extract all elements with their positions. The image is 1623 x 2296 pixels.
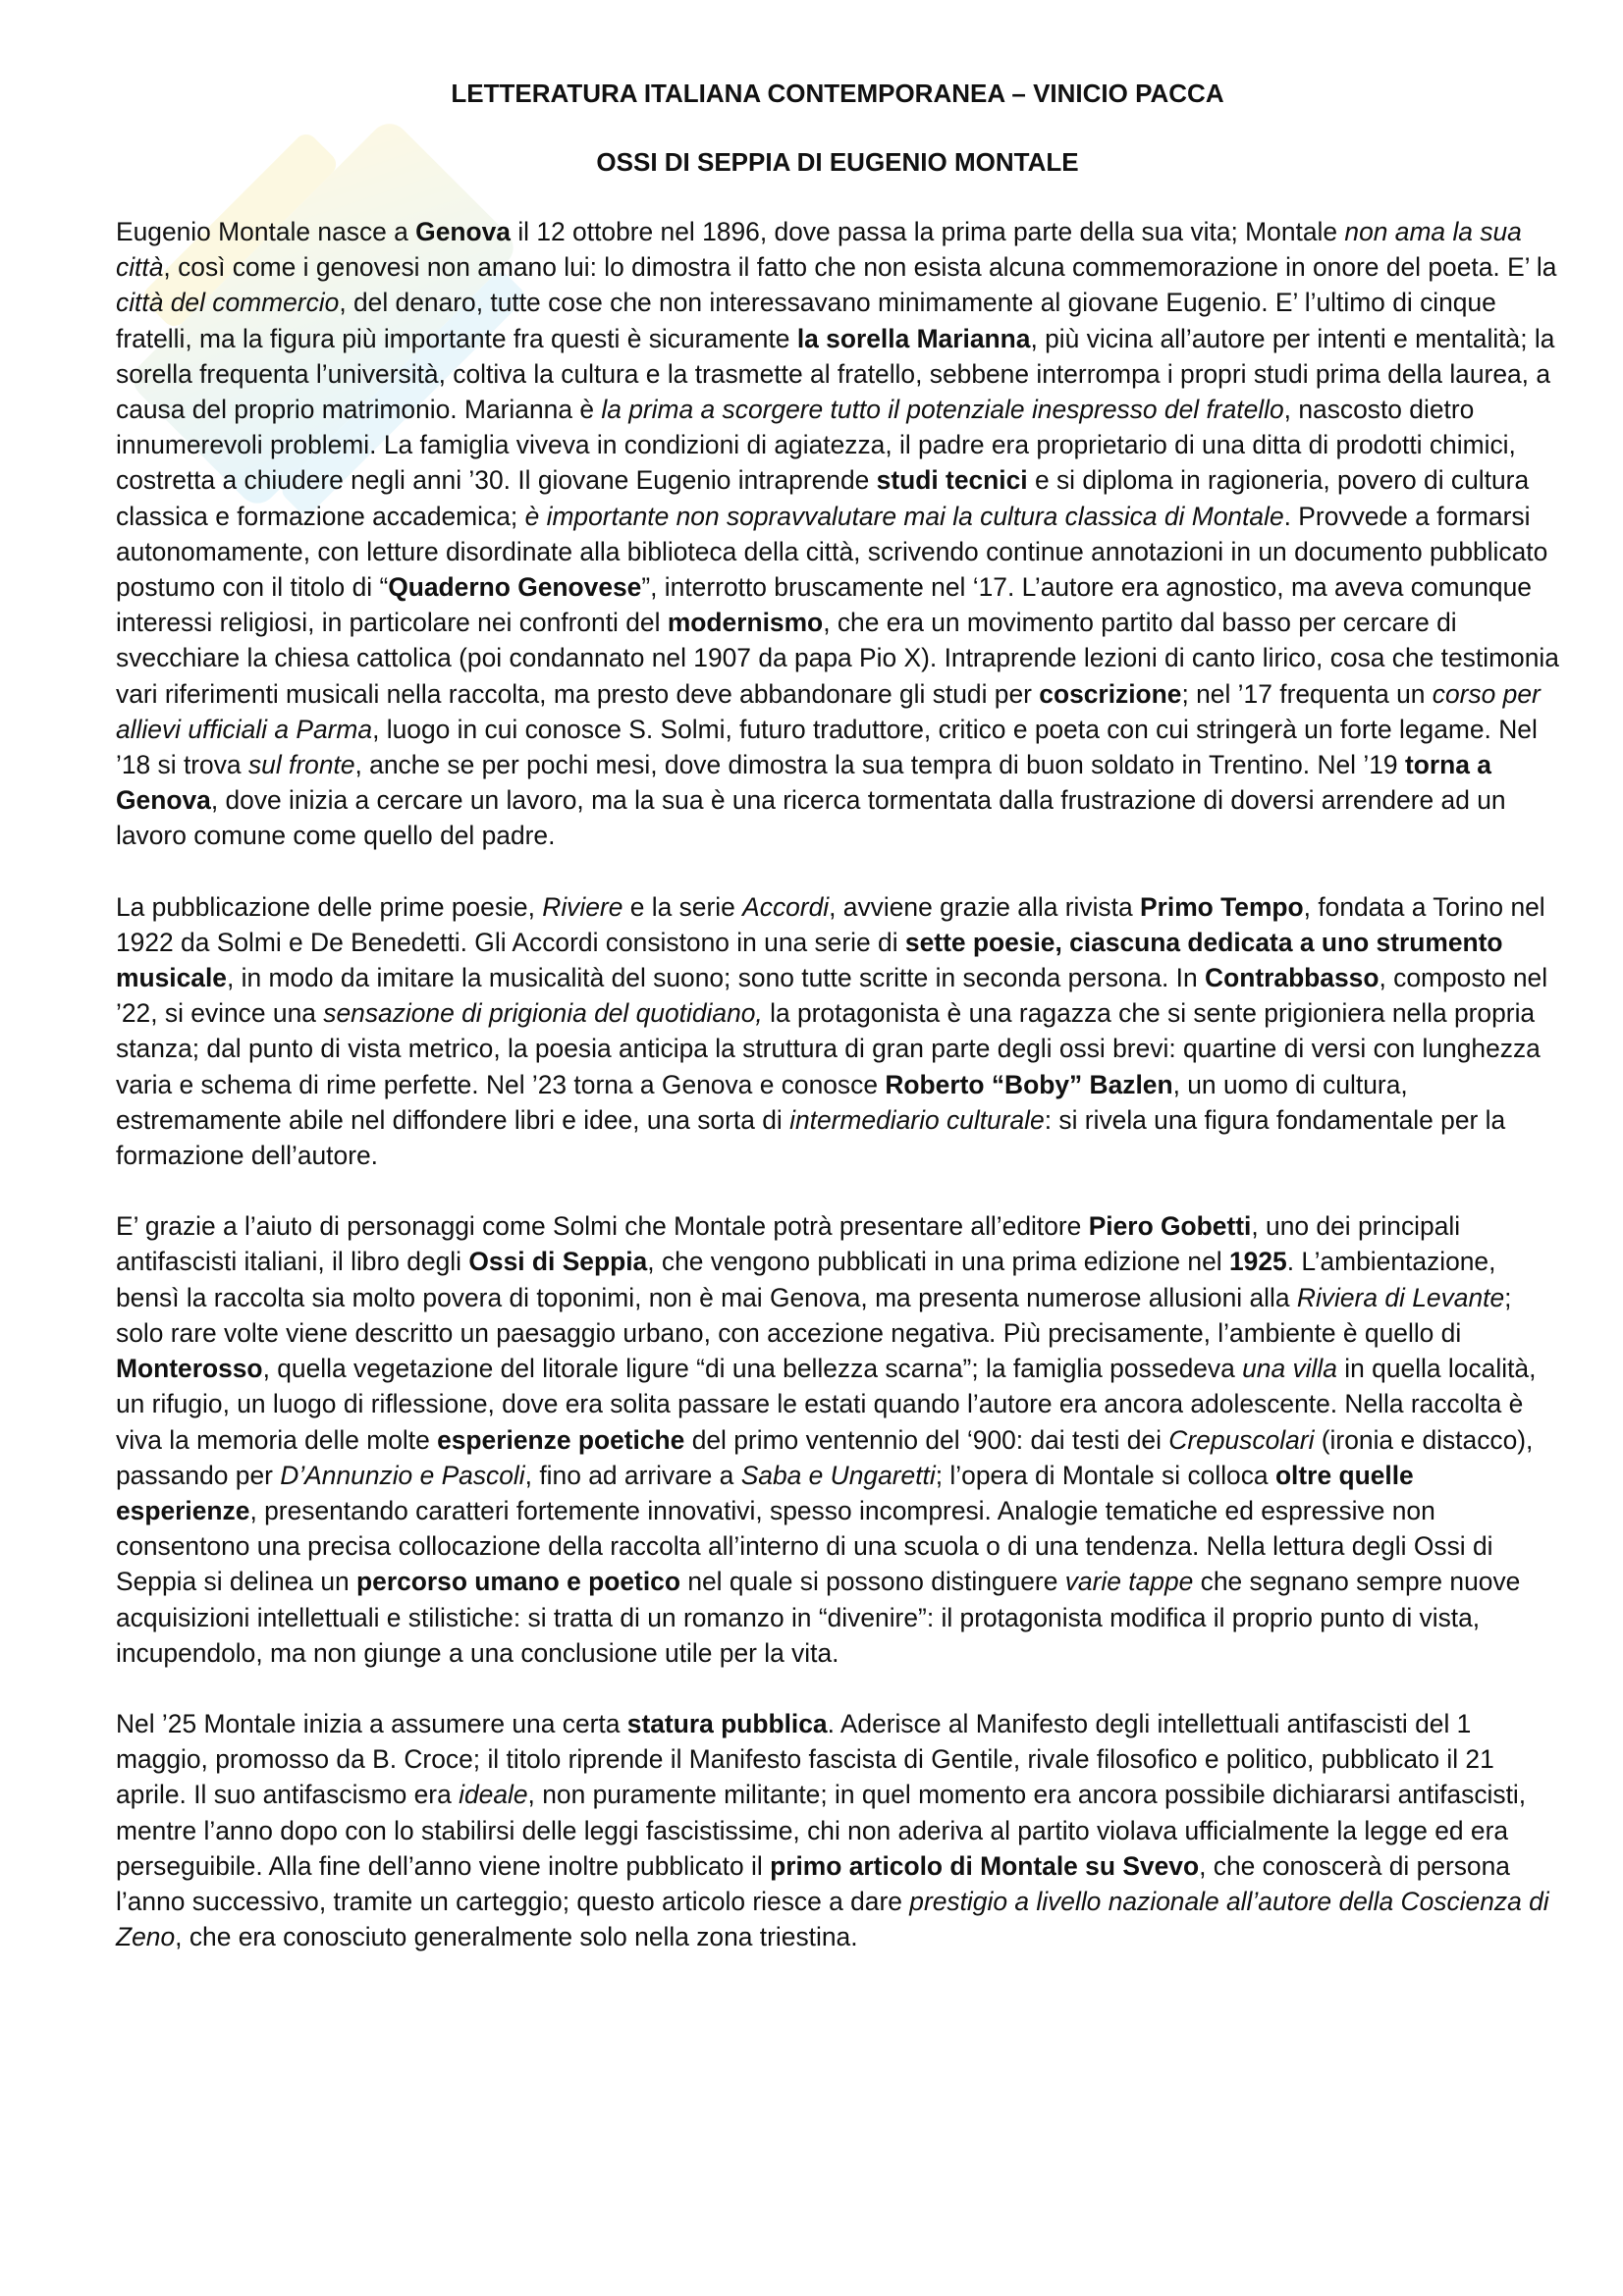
bold-text: Quaderno Genovese: [388, 572, 642, 603]
text-run: , dove inizia a cercare un lavoro, ma la sua è una ricerca tormentata dalla frustrazione di doversi arrendere ad un lavoro comune come quello del padre.: [116, 785, 1506, 851]
text-run: , uno dei principali antifascisti italiani, il libro degli: [116, 1211, 1461, 1277]
text-run: , luogo in cui conosce S. Solmi, futuro traduttore, critico e poeta con cui stringerà un forte legame. Nel ’18 si trova: [116, 714, 1538, 780]
italic-text: città del commercio: [116, 288, 340, 318]
text-run: , che conoscerà di persona l’anno successivo, tramite un carteggio; questo articolo riesce a dare: [116, 1850, 1510, 1916]
italic-text: non ama la sua città: [116, 217, 1522, 283]
bold-text: studi tecnici: [876, 465, 1028, 496]
text-run: , fino ad arrivare a: [524, 1460, 741, 1490]
bold-text: coscrizione: [1039, 678, 1182, 709]
bold-text: oltre quelle esperienze: [116, 1460, 1414, 1525]
italic-text: Saba e Ungaretti: [740, 1460, 936, 1490]
document-body: [116, 77, 1559, 1990]
text-run: , così come i genovesi non amano lui: lo dimostra il fatto che non esista alcuna commemorazione in onore del poeta. E’ la: [163, 252, 1557, 283]
text-run: , più vicina all’autore per intenti e mentalità; la sorella frequenta l’università, coltiva la cultura e la trasmette al fratello, sebbene interrompa i propri studi prima della laurea, a causa del proprio matrimonio. Marianna è: [116, 323, 1555, 425]
text-run: , non puramente militante; in quel momento era ancora possibile dichiararsi antifascisti, mentre l’anno dopo con lo stabilirsi delle leggi fascistissime, chi non aderiva al partito violava ufficialmente la legge ed era perseguibile. Alla fine dell’anno viene inoltre pubblicato il: [116, 1780, 1527, 1881]
italic-text: la prima a scorgere tutto il potenziale inespresso del fratello: [601, 395, 1284, 425]
text-run: , che era un movimento partito dal basso per cercare di svecchiare la chiesa cattolica (poi condannato nel 1907 da papa Pio X). Intraprende lezioni di canto lirico, cosa che testimonia vari riferimenti musicali nella raccolta, ma presto deve abbandonare gli studi per: [116, 608, 1559, 709]
bold-text: Piero Gobetti: [1088, 1211, 1252, 1242]
bold-text: Primo Tempo: [1139, 891, 1304, 922]
text-run: , composto nel ’22, si evince una: [116, 963, 1548, 1029]
text-run: ; solo rare volte viene descritto un paesaggio urbano, con accezione negativa. Più precisamente, l’ambiente è quello di: [116, 1282, 1512, 1348]
text-run: (ironia e distacco), passando per: [116, 1424, 1534, 1490]
bold-text: modernismo: [667, 608, 824, 638]
italic-text: una villa: [1242, 1354, 1337, 1384]
italic-text: intermediario culturale: [789, 1104, 1045, 1135]
text-run: : si rivela una figura fondamentale per la formazione dell’autore.: [116, 1104, 1506, 1171]
text-run: , presentando caratteri fortemente innovativi, spesso incompresi. Analogie tematiche ed espressive non consentono una precisa collocazione della raccolta all’interno di una scuola o di una tendenza. Nella lettura degli Ossi di Seppia si delinea un: [116, 1495, 1493, 1597]
document-title: LETTERATURA ITALIANA CONTEMPORANEA – VINICIO PACCA: [451, 79, 1224, 108]
text-run: , del denaro, tutte cose che non interessavano minimamente al giovane Eugenio. E’ l’ultimo di cinque fratelli, ma la figura più importante fra questi è sicuramente: [116, 288, 1496, 353]
text-run: , anche se per pochi mesi, dove dimostra la sua tempra di buon soldato in Trentino. Nel ’19: [354, 750, 1405, 780]
bold-text: statura pubblica: [626, 1708, 828, 1738]
text-run: del primo ventennio del ‘900: dai testi dei: [684, 1424, 1169, 1455]
text-run: Eugenio Montale nasce a: [116, 217, 416, 246]
document-subtitle: OSSI DI SEPPIA DI EUGENIO MONTALE: [596, 147, 1079, 177]
italic-text: ideale: [459, 1780, 528, 1810]
italic-text: è importante non sopravvalutare mai la cultura classica di Montale: [524, 501, 1284, 531]
text-run: , in modo da imitare la musicalità del suono; sono tutte scritte in seconda persona. In: [226, 963, 1206, 993]
bold-text: la sorella Marianna: [796, 323, 1031, 353]
text-run: , nascosto dietro innumerevoli problemi. La famiglia viveva in condizioni di agiatezza, il padre era proprietario di una ditta di prodotti chimici, costretta a chiudere negli anni ’30. Il giovane Eugenio intraprende: [116, 395, 1516, 496]
text-run: e si diploma in ragioneria, povero di cultura classica e formazione accademica;: [116, 465, 1530, 531]
text-run: , un uomo di cultura, estremamente abile nel diffondere libri e idee, una sorta di: [116, 1069, 1408, 1135]
italic-text: varie tappe: [1064, 1567, 1194, 1597]
bold-text: percorso umano e poetico: [356, 1567, 680, 1597]
text-run: il 12 ottobre nel 1896, dove passa la prima parte della sua vita; Montale: [510, 217, 1345, 246]
text-run: , quella vegetazione del litorale ligure “di una bellezza scarna”; la famiglia possedeva: [262, 1354, 1243, 1384]
body-paragraph: [116, 1706, 1559, 1954]
body-paragraph: [116, 889, 1559, 1174]
bold-text: sette poesie, ciascuna dedicata a uno strumento musicale: [116, 927, 1503, 993]
text-run: ”, interrotto bruscamente nel ‘17. L’autore era agnostico, ma aveva comunque interessi religiosi, in particolare nei confronti del: [116, 572, 1532, 638]
italic-text: Riviera di Levante: [1296, 1282, 1505, 1312]
bold-text: Monterosso: [116, 1354, 263, 1384]
text-run: e la serie: [622, 891, 743, 922]
text-run: , che era conosciuto generalmente solo nella zona triestina.: [175, 1922, 858, 1952]
bold-text: primo articolo di Montale su Svevo: [770, 1850, 1200, 1881]
text-run: . Aderisce al Manifesto degli intellettuali antifascisti del 1 maggio, promosso da B. Croce; il titolo riprende il Manifesto fascista di Gentile, rivale filosofico e politico, pubblicato il 21 aprile. Il suo antifascismo era: [116, 1708, 1494, 1810]
italic-text: sensazione di prigionia del quotidiano,: [323, 998, 763, 1029]
bold-text: Roberto “Boby” Bazlen: [885, 1069, 1173, 1099]
text-run: Nel ’25 Montale inizia a assumere una certa: [116, 1708, 627, 1738]
text-run: La pubblicazione delle prime poesie,: [116, 891, 543, 922]
italic-text: corso per allievi ufficiali a Parma: [116, 678, 1541, 744]
bold-text: Contrabbasso: [1205, 963, 1380, 993]
bold-text: esperienze poetiche: [437, 1424, 685, 1455]
italic-text: D’Annunzio e Pascoli: [280, 1460, 525, 1490]
text-run: , che vengono pubblicati in una prima edizione nel: [647, 1247, 1229, 1277]
text-run: E’ grazie a l’aiuto di personaggi come Solmi che Montale potrà presentare all’editore: [116, 1211, 1089, 1242]
text-run: nel quale si possono distinguere: [679, 1567, 1065, 1597]
text-run: . L’ambientazione, bensì la raccolta sia molto povera di toponimi, non è mai Genova, ma presenta numerose allusioni alla: [116, 1247, 1496, 1312]
body-paragraph: [116, 1208, 1559, 1671]
bold-text: Genova: [415, 217, 511, 246]
text-run: ; nel ’17 frequenta un: [1181, 678, 1433, 709]
text-run: ; l’opera di Montale si colloca: [935, 1460, 1275, 1490]
paragraphs-container: [116, 214, 1559, 1954]
text-run: , fondata a Torino nel 1922 da Solmi e De Benedetti. Gli Accordi consistono in una serie di: [116, 891, 1545, 957]
italic-text: prestigio a livello nazionale all’autore della Coscienza di Zeno: [116, 1886, 1549, 1952]
bold-text: 1925: [1228, 1247, 1287, 1277]
text-run: . Provvede a formarsi autonomamente, con letture disordinate alla biblioteca della città, scrivendo continue annotazioni in un documento pubblicato postumo con il titolo di “: [116, 501, 1548, 603]
italic-text: sul fronte: [247, 750, 355, 780]
bold-text: torna a Genova: [116, 750, 1491, 816]
text-run: , avviene grazie alla rivista: [829, 891, 1140, 922]
text-run: in quella località, un rifugio, un luogo di riflessione, dove era solita passare le estati quando l’autore era ancora adolescente. Nella raccolta è viva la memoria delle molte: [116, 1354, 1537, 1455]
italic-text: Riviere: [542, 891, 623, 922]
bold-text: Ossi di Seppia: [468, 1247, 648, 1277]
text-run: che segnano sempre nuove acquisizioni intellettuali e stilistiche: si tratta di un romanzo in “divenire”: il protagonista modifica il proprio punto di vista, incupendolo, ma non giunge a una conclusione utile per la vita.: [116, 1567, 1521, 1668]
italic-text: Crepuscolari: [1168, 1424, 1315, 1455]
body-paragraph: [116, 214, 1559, 854]
italic-text: Accordi: [742, 891, 830, 922]
text-run: la protagonista è una ragazza che si sente prigioniera nella propria stanza; dal punto di vista metrico, la poesia anticipa la struttura di gran parte degli ossi brevi: quartine di versi con lunghezza varia e schema di rime perfette. Nel ’23 torna a Genova e conosce: [116, 998, 1541, 1099]
